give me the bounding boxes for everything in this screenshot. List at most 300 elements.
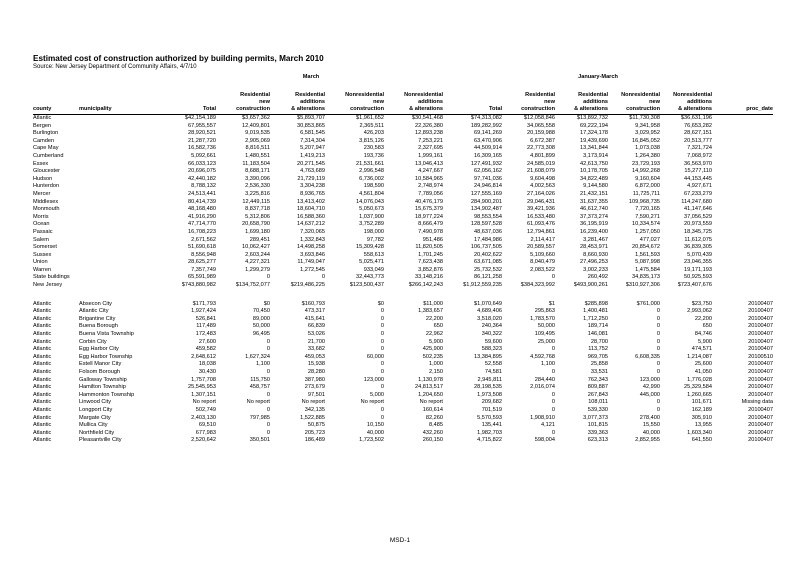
- table-cell: $11,000: [423, 300, 443, 307]
- table-cell: 0: [656, 369, 660, 375]
- table-cell: 1,475,584: [635, 266, 660, 273]
- table-cell: Salem: [33, 236, 49, 243]
- table-cell: Buena Vista Township: [79, 331, 134, 338]
- table-cell: 22,962: [425, 331, 443, 338]
- col-ytd-res-add-h1: Residential: [578, 92, 608, 98]
- table-cell: 97,501: [307, 391, 325, 398]
- table-cell: 289,451: [249, 236, 270, 243]
- table-cell: 1,701,245: [418, 251, 443, 258]
- table-cell: 0: [551, 406, 555, 413]
- table-cell: 36,195,919: [580, 221, 608, 228]
- table-cell: $134,752,077: [235, 282, 270, 289]
- col-nonres-new-h1: Nonresidential: [345, 92, 384, 98]
- table-cell: 33,682: [307, 346, 325, 353]
- table-cell: Cape May: [33, 145, 59, 152]
- table-cell: [79, 267, 161, 275]
- table-cell: 20100407: [748, 315, 773, 322]
- table-cell: $1,961,652: [356, 115, 384, 121]
- table-cell: 3,815,126: [359, 137, 384, 144]
- table-cell: $23,750: [691, 300, 712, 307]
- table-cell: 28,700: [590, 338, 608, 345]
- table-cell: 1,419,213: [300, 152, 325, 159]
- table-cell: 284,440: [534, 376, 555, 383]
- table-cell: 50,000: [252, 323, 270, 330]
- table-cell: 598,004: [534, 437, 555, 444]
- col-ytd-res-new-h3: construction: [502, 106, 555, 115]
- table-cell: 32,443,773: [356, 274, 384, 281]
- table-cell: 40,476,179: [415, 198, 443, 205]
- table-cell: Camden: [33, 137, 55, 144]
- table-cell: 1,603,340: [687, 429, 712, 436]
- table-cell: 502,749: [195, 406, 216, 413]
- table-cell: 135,441: [481, 422, 502, 429]
- table-cell: 2,905,069: [245, 137, 270, 144]
- table-cell: 18,604,710: [297, 206, 325, 213]
- table-cell: 2,327,695: [418, 145, 443, 152]
- table-cell: 0: [656, 406, 660, 413]
- col-ytd-nonres-new-h2: new: [649, 99, 660, 105]
- table-cell: 80,414,739: [188, 198, 216, 205]
- table-cell: 6,672,387: [530, 137, 555, 144]
- table-cell: [79, 259, 161, 267]
- table-row: [33, 316, 773, 324]
- table-cell: [712, 115, 773, 123]
- table-cell: 539,330: [587, 406, 608, 413]
- table-cell: 189,714: [587, 323, 608, 330]
- table-cell: 127,555,169: [470, 190, 502, 197]
- table-cell: 67,233,279: [684, 190, 712, 197]
- table-cell: [712, 138, 773, 146]
- table-cell: Atlantic: [33, 376, 52, 383]
- table-cell: Atlantic: [33, 422, 52, 429]
- table-cell: 0: [551, 369, 555, 375]
- table-cell: Atlantic: [33, 406, 52, 413]
- table-cell: 66,033,123: [188, 160, 216, 167]
- table-cell: 6,581,545: [300, 130, 325, 137]
- table-cell: 12,409,801: [242, 122, 270, 129]
- table-row: [33, 415, 773, 423]
- table-cell: 7,068,972: [687, 152, 712, 159]
- table-cell: 0: [380, 346, 384, 353]
- table-cell: 63,671,085: [474, 259, 502, 266]
- table-cell: 1,627,324: [245, 353, 270, 360]
- table-cell: 273,679: [304, 384, 325, 391]
- table-cell: 474,571: [691, 346, 712, 353]
- table-cell: 14,637,212: [297, 221, 325, 228]
- table-cell: 2,114,417: [530, 236, 555, 243]
- table-cell: 59,600: [484, 338, 502, 345]
- table-cell: 69,510: [198, 422, 216, 429]
- table-cell: 5,000: [370, 391, 384, 398]
- table-cell: Brigantine City: [79, 315, 116, 322]
- table-cell: 2,852,955: [635, 437, 660, 444]
- table-cell: 3,281,467: [583, 236, 608, 243]
- col-ytd-nonres-add-h1: Nonresidential: [673, 92, 712, 98]
- table-cell: 8,040,479: [530, 259, 555, 266]
- table-cell: 67,955,557: [188, 122, 216, 129]
- table-cell: 50,000: [537, 323, 555, 330]
- table-cell: $0: [263, 300, 270, 307]
- table-cell: 5,087,998: [635, 259, 660, 266]
- table-row: [33, 331, 773, 339]
- table-cell: 28,627,151: [684, 130, 712, 137]
- table-cell: 20100407: [748, 308, 773, 315]
- table-cell: [79, 138, 161, 146]
- table-cell: [712, 153, 773, 161]
- table-cell: 0: [380, 308, 384, 315]
- table-cell: 10,584,965: [415, 175, 443, 182]
- table-cell: 8,788,132: [191, 183, 216, 190]
- table-cell: 20,402,622: [474, 251, 502, 258]
- table-cell: 20100407: [748, 338, 773, 345]
- table-cell: 20,589,557: [527, 244, 555, 251]
- table-cell: [79, 191, 161, 199]
- table-cell: 0: [551, 391, 555, 398]
- table-cell: 109,968,735: [628, 198, 660, 205]
- header-row-3: [33, 106, 773, 115]
- table-cell: Atlantic: [33, 353, 52, 360]
- table-row: [33, 161, 773, 169]
- table-cell: 18,345,725: [684, 228, 712, 235]
- table-row: [33, 430, 773, 438]
- col-ytd-nonres-new-h1: Nonresidential: [621, 92, 660, 98]
- table-cell: No report: [301, 399, 325, 406]
- table-cell: 209,682: [481, 399, 502, 406]
- table-cell: 117,489: [196, 323, 216, 330]
- header-row-2: [33, 99, 773, 106]
- table-cell: No report: [419, 399, 443, 406]
- col-total: Total: [161, 106, 216, 115]
- table-row: [33, 377, 773, 385]
- table-cell: 7,623,438: [418, 259, 443, 266]
- table-row: [33, 339, 773, 347]
- table-cell: 30,853,865: [297, 122, 325, 129]
- table-cell: $723,407,676: [677, 282, 712, 289]
- table-cell: 8,485: [429, 422, 443, 429]
- table-cell: 3,225,816: [245, 190, 270, 197]
- table-cell: 0: [266, 338, 270, 345]
- table-cell: 189,282,992: [470, 122, 502, 129]
- table-row: [33, 369, 773, 377]
- table-cell: $219,486,225: [290, 282, 325, 289]
- table-cell: 0: [380, 315, 384, 322]
- table-row: [33, 354, 773, 362]
- table-cell: 1,214,087: [687, 353, 712, 360]
- table-cell: 2,520,642: [191, 437, 216, 444]
- table-cell: 14,498,258: [297, 244, 325, 251]
- table-cell: 11,612,075: [684, 236, 712, 243]
- table-cell: 48,637,036: [474, 228, 502, 235]
- table-cell: Ocean: [33, 221, 50, 228]
- table-cell: [79, 153, 161, 161]
- table-cell: 1,783,570: [530, 315, 555, 322]
- table-cell: Atlantic: [33, 308, 52, 315]
- table-cell: 623,313: [587, 437, 608, 444]
- table-cell: 350,501: [249, 437, 270, 444]
- table-cell: 1,260,665: [687, 391, 712, 398]
- table-cell: 20,696,075: [188, 168, 216, 175]
- table-cell: 28,198,535: [474, 384, 502, 391]
- table-cell: 70,450: [252, 308, 270, 315]
- table-cell: Union: [33, 259, 48, 266]
- table-cell: New Jersey: [33, 282, 63, 289]
- table-row: [33, 229, 773, 237]
- col-res-new-h2: new: [259, 99, 270, 105]
- table-cell: 198,000: [363, 228, 384, 235]
- section-spacer: [33, 290, 773, 301]
- table-cell: Linwood City: [79, 399, 112, 406]
- table-cell: $384,323,992: [520, 282, 555, 289]
- col-res-add-h3: & alterations: [270, 106, 325, 115]
- table-cell: 3,390,096: [245, 175, 270, 182]
- table-cell: 5,900: [429, 338, 443, 345]
- table-cell: 89,000: [252, 315, 270, 322]
- table-cell: 1,000: [429, 361, 443, 368]
- table-cell: 17,484,986: [474, 236, 502, 243]
- table-cell: [712, 168, 773, 176]
- table-cell: Estell Manor City: [79, 361, 122, 368]
- table-cell: 97,782: [366, 236, 384, 243]
- table-cell: 230,583: [363, 145, 384, 152]
- table-cell: 7,321,724: [687, 145, 712, 152]
- table-cell: 44,509,914: [474, 145, 502, 152]
- table-cell: 20100407: [748, 369, 773, 375]
- table-cell: 0: [380, 338, 384, 345]
- table-cell: 0: [656, 323, 660, 330]
- table-cell: $42,154,189: [184, 115, 216, 121]
- col-municipality: municipality: [79, 106, 161, 115]
- table-cell: [79, 123, 161, 131]
- table-cell: 0: [551, 399, 555, 406]
- table-cell: 1,776,028: [687, 376, 712, 383]
- table-cell: 9,341,958: [635, 122, 660, 129]
- table-cell: [79, 244, 161, 252]
- table-cell: 5,312,806: [245, 213, 270, 220]
- table-cell: 10,150: [366, 422, 384, 429]
- table-cell: 588,323: [481, 346, 502, 353]
- table-cell: 20100407: [748, 414, 773, 421]
- table-cell: 98,553,554: [474, 213, 502, 220]
- table-cell: 14,992,268: [632, 168, 660, 175]
- table-row: [33, 361, 773, 369]
- table-cell: 1,400,481: [583, 308, 608, 315]
- table-row: [33, 168, 773, 176]
- table-cell: 14,076,043: [356, 198, 384, 205]
- col-ytd-nonres-add-h3: & alterations: [660, 106, 712, 115]
- table-cell: 2,083,522: [530, 266, 555, 273]
- table-cell: 0: [380, 384, 384, 391]
- table-cell: Atlantic City: [79, 308, 109, 315]
- report-source: Source: New Jersey Department of Community Affairs, 4/7/10: [33, 64, 197, 70]
- table-cell: 8,816,511: [245, 145, 270, 152]
- table-cell: 115,750: [250, 376, 270, 383]
- group-header-jan-march: January-March: [578, 74, 618, 80]
- group-header-march: March: [302, 74, 320, 80]
- table-cell: 9,160,604: [635, 175, 660, 182]
- col-ytd-res-add-h3: & alterations: [555, 106, 608, 115]
- table-cell: 20100407: [748, 331, 773, 338]
- table-cell: 3,077,373: [583, 414, 608, 421]
- table-cell: 33,148,216: [415, 274, 443, 281]
- table-cell: 0: [656, 308, 660, 315]
- table-cell: 86,121,258: [474, 274, 502, 281]
- table-cell: 8,837,718: [245, 206, 270, 213]
- table-cell: 39,421,936: [527, 206, 555, 213]
- table-cell: [79, 214, 161, 222]
- table-cell: Hamilton Township: [79, 384, 126, 391]
- table-cell: 16,239,400: [580, 228, 608, 235]
- table-cell: $30,541,468: [411, 115, 443, 121]
- table-row: [33, 323, 773, 331]
- table-cell: 2,648,612: [191, 353, 216, 360]
- table-cell: 8,936,765: [300, 190, 325, 197]
- table-cell: 4,121: [541, 422, 555, 429]
- table-cell: Corbin City: [79, 338, 107, 345]
- table-cell: 22,200: [425, 315, 443, 322]
- table-cell: 30,430: [198, 369, 216, 375]
- table-cell: 22,773,308: [527, 145, 555, 152]
- table-cell: 1,723,502: [359, 437, 384, 444]
- table-cell: Atlantic: [33, 384, 52, 391]
- col-res-add-h2: additions: [300, 99, 325, 105]
- table-cell: 278,400: [639, 414, 660, 421]
- table-cell: [712, 229, 773, 237]
- table-cell: 3,029,952: [635, 130, 660, 137]
- table-cell: 4,247,667: [418, 168, 443, 175]
- table-cell: 305,910: [691, 414, 712, 421]
- table-cell: 40,000: [366, 429, 384, 436]
- table-row: [33, 282, 773, 290]
- table-cell: Atlantic: [33, 338, 52, 345]
- table-cell: 20100510: [748, 353, 773, 360]
- table-cell: 5,570,593: [477, 414, 502, 421]
- table-cell: [79, 282, 161, 290]
- table-cell: 3,173,914: [583, 152, 608, 159]
- table-cell: 459,053: [304, 353, 325, 360]
- table-cell: 6,872,000: [635, 183, 660, 190]
- table-cell: 74,581: [484, 369, 502, 375]
- table-cell: Gloucester: [33, 168, 61, 175]
- table-row: [33, 176, 773, 184]
- table-cell: Buena Borough: [79, 323, 118, 330]
- table-cell: 108,011: [588, 399, 608, 406]
- table-cell: 27,600: [198, 338, 216, 345]
- table-cell: 23,729,193: [632, 160, 660, 167]
- table-cell: No report: [192, 399, 216, 406]
- table-cell: Absecon City: [79, 300, 112, 307]
- table-cell: 28,280: [307, 369, 325, 375]
- table-cell: [79, 229, 161, 237]
- table-cell: 2,603,244: [245, 251, 270, 258]
- table-cell: 1,272,545: [300, 266, 325, 273]
- table-cell: Passaic: [33, 228, 53, 235]
- table-cell: 2,365,511: [359, 122, 384, 129]
- table-cell: [712, 176, 773, 184]
- table-cell: 113,752: [588, 346, 608, 353]
- table-cell: $12,058,846: [523, 115, 555, 121]
- table-cell: 12,893,238: [415, 130, 443, 137]
- table-cell: 15,309,428: [356, 244, 384, 251]
- table-cell: 51,690,618: [188, 244, 216, 251]
- table-cell: [79, 221, 161, 229]
- table-cell: [712, 244, 773, 252]
- table-cell: 340,322: [481, 331, 502, 338]
- table-cell: 4,227,321: [245, 259, 270, 266]
- table-cell: 0: [266, 406, 270, 413]
- table-cell: 21,432,151: [580, 190, 608, 197]
- table-row: [33, 399, 773, 407]
- table-cell: Atlantic: [33, 323, 52, 330]
- table-cell: 23,046,355: [684, 259, 712, 266]
- table-cell: 2,748,974: [418, 183, 443, 190]
- table-cell: Atlantic: [33, 361, 52, 368]
- table-cell: 33,531: [590, 369, 608, 375]
- table-cell: 76,653,282: [684, 122, 712, 129]
- table-cell: 1,522,885: [300, 414, 325, 421]
- col-ytd-nonres-new-h3: construction: [608, 106, 660, 115]
- table-cell: [712, 130, 773, 138]
- table-body: [33, 115, 773, 445]
- table-cell: 21,287,720: [188, 137, 216, 144]
- table-cell: 1,757,708: [191, 376, 216, 383]
- table-cell: 5,025,471: [359, 259, 384, 266]
- table-cell: [712, 145, 773, 153]
- table-cell: 0: [266, 422, 270, 429]
- table-cell: 15,938: [307, 361, 325, 368]
- table-cell: 31,637,355: [580, 198, 608, 205]
- table-cell: 432,260: [422, 429, 443, 436]
- table-cell: Margate City: [79, 414, 111, 421]
- table-cell: 7,490,978: [418, 228, 443, 235]
- table-cell: 558,613: [363, 251, 384, 258]
- col-nonres-new-h2: new: [373, 99, 384, 105]
- table-cell: $1,070,649: [474, 300, 502, 307]
- table-cell: 21,729,119: [297, 175, 325, 182]
- table-cell: 4,927,671: [687, 183, 712, 190]
- table-cell: 16,845,052: [632, 137, 660, 144]
- table-cell: [79, 274, 161, 282]
- table-cell: 502,235: [422, 353, 443, 360]
- table-cell: 34,835,173: [632, 274, 660, 281]
- table-cell: 13,384,895: [474, 353, 502, 360]
- table-cell: 27,164,026: [527, 190, 555, 197]
- table-cell: [79, 130, 161, 138]
- table-cell: 0: [380, 369, 384, 375]
- table-cell: 2,993,062: [687, 308, 712, 315]
- table-cell: 7,253,221: [418, 137, 443, 144]
- table-cell: $13,892,732: [576, 115, 608, 121]
- table-cell: 260,150: [422, 437, 443, 444]
- table-cell: 4,801,899: [530, 152, 555, 159]
- table-cell: 8,666,479: [418, 221, 443, 228]
- table-cell: 1,699,180: [245, 228, 270, 235]
- table-cell: 36,839,305: [684, 244, 712, 251]
- table-cell: [79, 237, 161, 245]
- table-cell: 1,130,978: [418, 376, 443, 383]
- table-cell: 13,955: [694, 422, 712, 429]
- table-cell: 5,109,660: [530, 251, 555, 258]
- col-res-new-h1: Residential: [240, 92, 270, 98]
- table-cell: 0: [656, 331, 660, 338]
- table-cell: 41,147,646: [684, 206, 712, 213]
- table-cell: [712, 199, 773, 207]
- table-cell: 445,000: [639, 391, 660, 398]
- table-cell: 2,536,330: [245, 183, 270, 190]
- table-cell: 809,887: [587, 384, 608, 391]
- table-row: [33, 199, 773, 207]
- table-cell: 50,925,593: [684, 274, 712, 281]
- col-res-new-h3: construction: [216, 106, 270, 115]
